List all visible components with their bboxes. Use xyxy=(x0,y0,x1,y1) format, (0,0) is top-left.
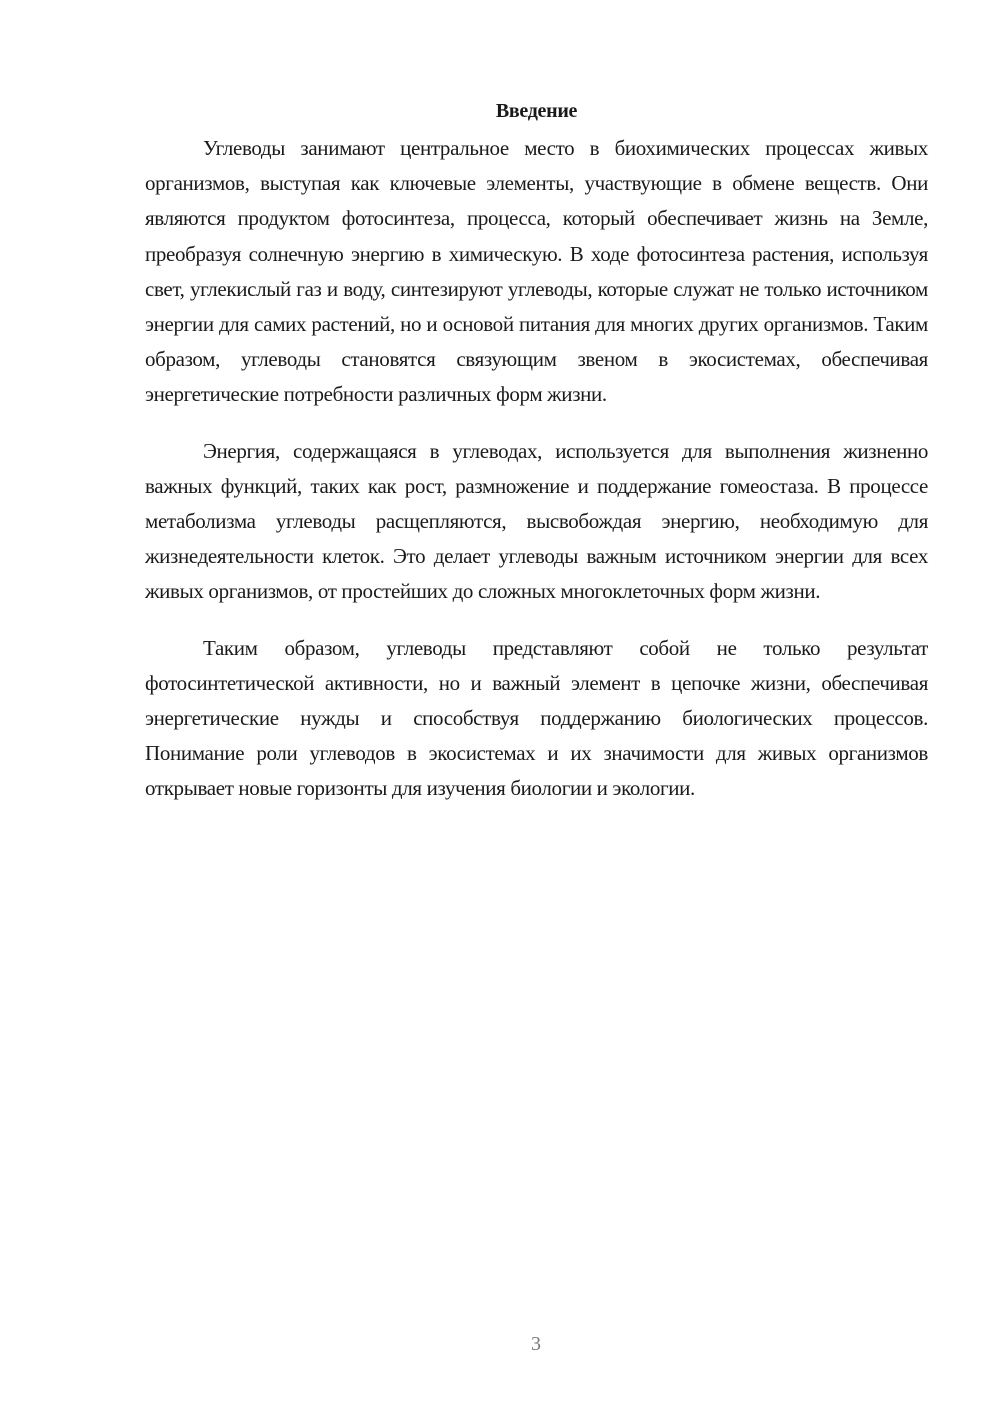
paragraph-2: Энергия, содержащаяся в углеводах, используется для выполнения жизненно важных функций, таких как рост, размножение и поддержание гомеостаза. В процессе метаболизма углеводы расщепляются, высвобождая энергию, необходимую для жизнедеятельности клеток. Это делает углеводы важным источником энергии для всех живых организмов, от простейших до сложных многоклеточных форм жизни. xyxy=(145,438,928,604)
document-page xyxy=(145,92,928,807)
paragraph-1: Углеводы занимают центральное место в биохимических процессах живых организмов, выступая как ключевые элементы, участвующие в обмене веществ. Они являются продуктом фотосинтеза, процесса, который обеспечивает жизнь на Земле, преобразуя солнечную энергию в химическую. В ходе фотосинтеза растения, используя свет, углекислый газ и воду, синтезируют углеводы, которые служат не только источником энергии для самих растений, но и основой питания для многих других организмов. Таким образом, углеводы становятся связующим звеном в экосистемах, обеспечивая энергетические потребности различных форм жизни. xyxy=(145,136,928,407)
section-title: Введение xyxy=(495,100,578,122)
paragraph-3: Таким образом, углеводы представляют собой не только результат фотосинтетической активности, но и важный элемент в цепочке жизни, обеспечивая энергетические нужды и способствуя поддержанию биологических процессов. Понимание роли углеводов в экосистемах и их значимости для живых организмов открывает новые горизонты для изучения биологии и экологии. xyxy=(145,635,928,801)
page-number: 3 xyxy=(531,1333,541,1355)
